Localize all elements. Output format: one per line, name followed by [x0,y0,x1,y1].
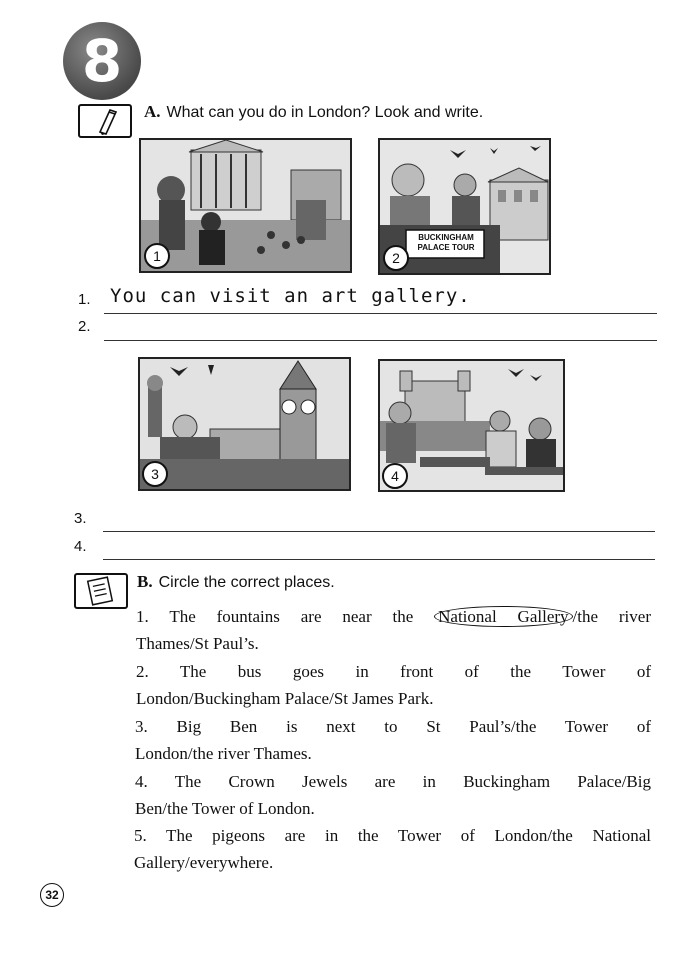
bus-tour-sign [410,233,482,253]
sentence-2-line-2[interactable]: London/Buckingham Palace/St James Park. [136,689,434,708]
task-b-heading [137,572,335,592]
sentence-5-line-1[interactable]: 5. The pigeons are in the Tower of London/the National [134,826,651,845]
task-b-instruction: Circle the correct places. [158,574,335,591]
sentence-2-line-1[interactable]: 2. The bus goes in front of the Tower of [136,662,651,681]
sentence-3-line-2[interactable]: London/the river Thames. [135,744,312,763]
answer-line-3[interactable] [103,530,655,532]
notebook-icon [74,573,128,609]
task-b-letter: B. [137,572,153,591]
sentence-1-post: /the river [572,607,651,626]
picture-4-number: 4 [382,463,408,489]
answer-line-4[interactable] [103,558,655,560]
answer-line-4-label: 4. [74,538,87,555]
picture-2-number: 2 [383,245,409,271]
picture-1-number: 1 [144,243,170,269]
sentence-1-line-2: Thames/St Paul’s. [136,634,259,653]
bus-sign-line-2: PALACE TOUR [417,243,475,252]
task-a-heading [144,102,483,122]
sentence-4 [135,768,651,822]
task-a-instruction: What can you do in London? Look and write. [166,104,484,121]
sentence-4-line-2[interactable]: Ben/the Tower of London. [135,799,315,818]
task-a-letter: A. [144,102,161,121]
sentence-5-line-2[interactable]: Gallery/everywhere. [134,853,274,872]
answer-line-1-label: 1. [78,291,91,308]
unit-number-badge: 8 [63,22,141,100]
page-number: 32 [40,883,64,907]
answer-line-2[interactable] [104,339,657,341]
picture-3-number: 3 [142,461,168,487]
picture-1-art-gallery [139,138,352,273]
answer-line-1 [104,312,657,314]
answer-line-3-label: 3. [74,510,87,527]
sentence-5 [134,822,651,876]
sentence-1 [136,603,651,657]
circled-answer[interactable]: National Gallery [434,606,572,627]
sentence-1-pre: 1. The fountains are near the [136,607,435,626]
answer-line-1-text[interactable]: You can visit an art gallery. [110,285,471,307]
bus-sign-line-1: BUCKINGHAM [418,233,474,242]
answer-line-2-label: 2. [78,318,91,335]
picture-3-big-ben [138,357,351,491]
sentence-4-line-1[interactable]: 4. The Crown Jewels are in Buckingham Palace/Big [135,772,651,791]
sentence-1-line-1 [136,603,651,630]
sentence-2 [136,658,651,712]
sentence-3 [135,713,651,767]
pencil-icon [78,104,132,138]
sentence-3-line-1[interactable]: 3. Big Ben is next to St Paul’s/the Tower of [135,717,651,736]
